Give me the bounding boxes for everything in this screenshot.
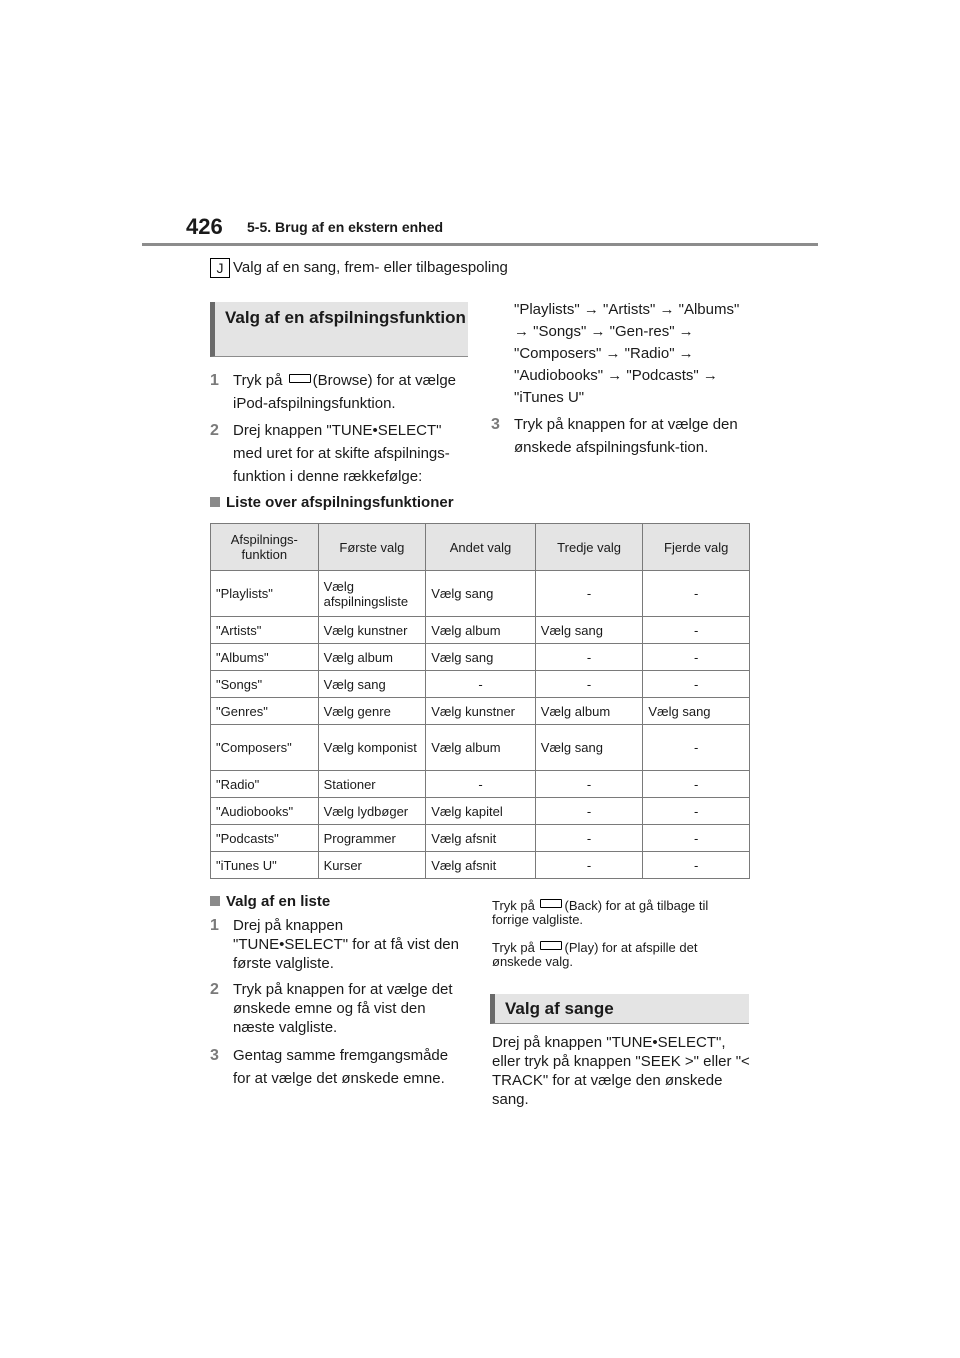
table-cell: Vælg afsnit (426, 825, 536, 852)
table-cell: "Audiobooks" (211, 798, 319, 825)
table-cell: Stationer (318, 771, 426, 798)
table-cell: Vælg lydbøger (318, 798, 426, 825)
step-number: 1 (210, 917, 219, 934)
step-number: 2 (210, 981, 219, 998)
step-number: 3 (491, 416, 500, 433)
mode-sequence: "Playlists" → "Artists" → "Albums" → "Songs" → "Gen-res" → "Composers" → "Radio" → "Audiobooks" → "Podcasts" → "iTunes U" (514, 301, 740, 406)
table-cell: "Artists" (211, 617, 319, 644)
table-cell: - (643, 671, 750, 698)
table-cell: - (643, 798, 750, 825)
table-cell: "Radio" (211, 771, 319, 798)
step-2 (210, 419, 468, 488)
square-bullet-icon (210, 497, 220, 507)
table-row (211, 644, 750, 671)
square-bullet-icon (210, 896, 220, 906)
back-button-icon (540, 899, 562, 908)
step-3-text: Tryk på knappen for at vælge den ønskede afspilningsfunk-tion. (514, 416, 738, 456)
table-heading: Liste over afspilningsfunktioner (210, 494, 454, 511)
table-cell: "Songs" (211, 671, 319, 698)
table-row (211, 725, 750, 771)
step-1 (210, 369, 470, 415)
table-cell: - (535, 644, 643, 671)
table-cell: - (535, 771, 643, 798)
table-cell: Vælg album (535, 698, 643, 725)
table-cell: Vælg sang (426, 571, 536, 617)
table-row (211, 771, 750, 798)
step-1-text-before: Tryk på (233, 372, 283, 389)
table-cell: "Genres" (211, 698, 319, 725)
table-cell: Vælg album (426, 725, 536, 771)
table-header-row (211, 524, 750, 571)
step-1-text-after: (Browse) for at vælge iPod-afspilningsfunktion. (233, 372, 457, 412)
table-cell: - (535, 852, 643, 879)
table-cell: Vælg album (426, 617, 536, 644)
table-cell: - (643, 771, 750, 798)
column-header: Første valg (318, 524, 426, 571)
table-cell: - (643, 644, 750, 671)
list-step-1 (210, 916, 460, 973)
list-heading: Valg af en liste (210, 893, 330, 910)
table-cell: "iTunes U" (211, 852, 319, 879)
table-cell: - (426, 771, 536, 798)
playback-modes-table (210, 523, 750, 879)
column-header: Andet valg (426, 524, 536, 571)
step-3 (491, 413, 741, 459)
table-cell: "Albums" (211, 644, 319, 671)
table-cell: Vælg kapitel (426, 798, 536, 825)
table-cell: - (643, 852, 750, 879)
column-header: Fjerde valg (643, 524, 750, 571)
table-cell: - (643, 617, 750, 644)
section-title: 5-5. Brug af en ekstern enhed (247, 219, 444, 235)
table-cell: Vælg sang (426, 644, 536, 671)
step-number: 2 (210, 422, 219, 439)
step-number: 3 (210, 1047, 219, 1064)
table-cell: Vælg sang (535, 725, 643, 771)
table-cell: - (643, 825, 750, 852)
browse-button-icon (289, 374, 311, 383)
table-cell: Kurser (318, 852, 426, 879)
table-cell: - (535, 571, 643, 617)
songs-text: Drej på knappen "TUNE•SELECT", eller tryk på knappen "SEEK >" eller "< TRACK" for at vælge den ønskede sang. (492, 1034, 750, 1108)
column-header: Tredje valg (535, 524, 643, 571)
back-note: Tryk på (Back) for at gå tilbage til forrige valgliste. (492, 898, 709, 927)
table-cell: - (535, 825, 643, 852)
table-cell: Vælg kunstner (318, 617, 426, 644)
list-step-1-text: Drej på knappen "TUNE•SELECT" for at få vist den første valgliste. (233, 917, 459, 972)
list-step-3-text: Gentag samme fremgangsmåde for at vælge det ønskede emne. (233, 1047, 449, 1087)
subsection-title: Valg af en sang, frem- eller tilbagespoling (233, 259, 508, 276)
table-cell: Vælg sang (318, 671, 426, 698)
table-cell: - (535, 671, 643, 698)
table-cell: Vælg album (318, 644, 426, 671)
step-2-text: Drej knappen "TUNE•SELECT" med uret for at skifte afspilnings-funktion i denne rækkefølge: (233, 422, 450, 485)
table-cell: Programmer (318, 825, 426, 852)
table-cell: - (643, 571, 750, 617)
table-cell: - (535, 798, 643, 825)
table-cell: "Composers" (211, 725, 319, 771)
table-row (211, 671, 750, 698)
table-cell: Vælg sang (535, 617, 643, 644)
table-row (211, 825, 750, 852)
play-button-icon (540, 941, 562, 950)
songs-heading: Valg af sange (490, 994, 749, 1024)
column-header: Afspilnings-funktion (211, 524, 319, 571)
table-cell: "Podcasts" (211, 825, 319, 852)
table-cell: "Playlists" (211, 571, 319, 617)
subsection-label: J (210, 258, 230, 278)
table-cell: Vælg afsnit (426, 852, 536, 879)
list-step-2 (210, 980, 460, 1037)
page-number: 426 (186, 214, 223, 239)
header-divider (142, 243, 818, 246)
table-row (211, 698, 750, 725)
table-cell: - (643, 725, 750, 771)
step-number: 1 (210, 372, 219, 389)
table-row (211, 571, 750, 617)
list-step-2-text: Tryk på knappen for at vælge det ønskede emne og få vist den næste valgliste. (233, 981, 453, 1036)
table-cell: Vælg komponist (318, 725, 426, 771)
table-row (211, 852, 750, 879)
table-cell: Vælg kunstner (426, 698, 536, 725)
play-note: Tryk på (Play) for at afspille det ønskede valg. (492, 940, 698, 969)
playback-mode-heading: Valg af en afspilningsfunktion (210, 302, 468, 357)
table-row (211, 617, 750, 644)
table-cell: Vælg sang (643, 698, 750, 725)
table-row (211, 798, 750, 825)
table-cell: Vælg afspilningsliste (318, 571, 426, 617)
table-cell: Vælg genre (318, 698, 426, 725)
list-step-3 (210, 1044, 468, 1090)
table-cell: - (426, 671, 536, 698)
